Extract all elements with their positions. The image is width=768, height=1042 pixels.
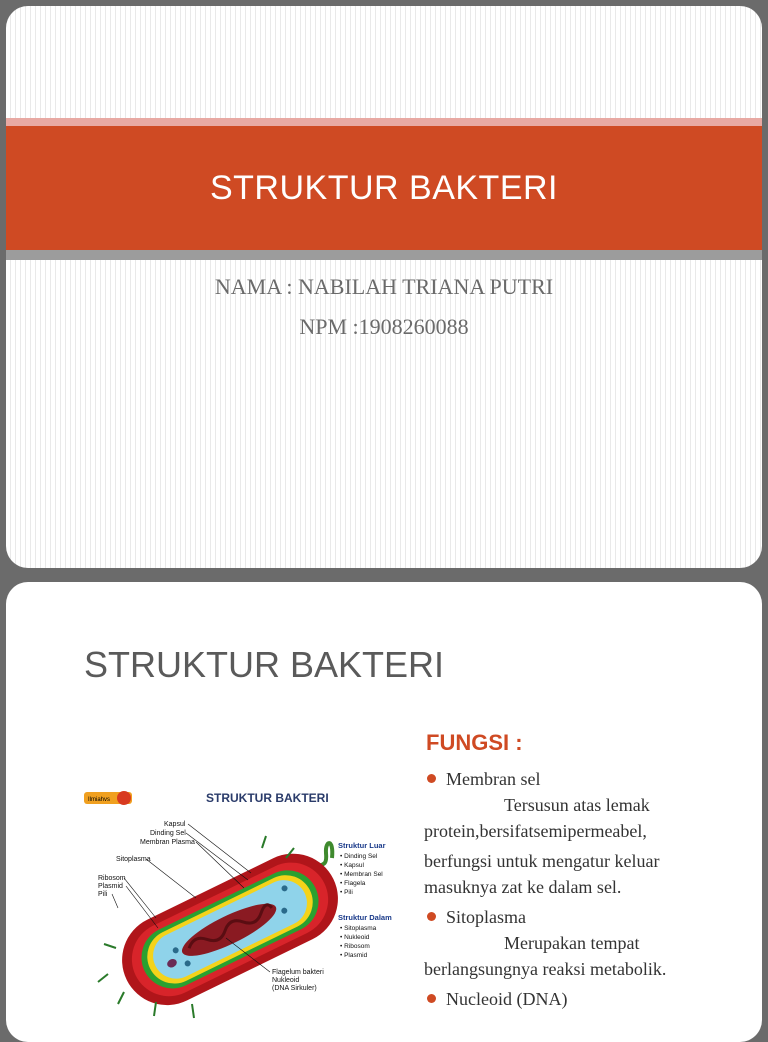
struktur-luar-list xyxy=(340,853,383,896)
logo-text: Ilmiahvs xyxy=(88,797,111,803)
bullet-membran-sel: Membran sel xyxy=(424,766,754,792)
accent-band-light xyxy=(6,118,762,126)
desc-membran-sel xyxy=(424,792,754,900)
desc-line: masuknya zat ke dalam sel. xyxy=(424,877,622,897)
bacteria-cell xyxy=(107,839,353,1021)
label-sitoplasma: Sitoplasma xyxy=(116,856,151,863)
label-pili: Pili xyxy=(98,891,108,898)
slide-title: STRUKTUR BAKTERI xyxy=(209,169,559,207)
accent-band-gray xyxy=(6,250,762,260)
label-dinding-sel: Dinding Sel xyxy=(150,830,186,837)
label-dna-sirkuler: (DNA Sirkuler) xyxy=(272,985,317,992)
luar-item-3: • Flagela xyxy=(340,880,366,887)
struktur-luar-title: Struktur Luar xyxy=(338,841,386,850)
dalam-item-1: • Nukleoid xyxy=(340,934,370,941)
desc-line: berfungsi untuk mengatur keluar xyxy=(424,851,660,871)
fungsi-heading: FUNGSI : xyxy=(426,730,523,755)
label-nukleoid: Nukleoid xyxy=(272,977,300,984)
label-kapsul: Kapsul xyxy=(164,821,186,828)
content-slide xyxy=(6,582,762,1042)
bullet-sitoplasma: Sitoplasma xyxy=(424,904,754,930)
bacteria-diagram xyxy=(76,778,416,1028)
luar-item-4: • Pili xyxy=(340,889,353,896)
dalam-item-3: • Plasmid xyxy=(340,952,368,959)
fungsi-list xyxy=(424,766,754,1012)
logo-badge xyxy=(84,791,132,805)
bacteria-diagram-svg xyxy=(76,778,416,1028)
desc-sitoplasma xyxy=(424,930,754,982)
author-name: NAMA : NABILAH TRIANA PUTRI xyxy=(214,274,554,299)
struktur-dalam-list xyxy=(340,925,377,959)
desc-line: Tersusun atas lemak xyxy=(504,795,650,815)
label-flagelum: Flagelum bakteri xyxy=(272,969,324,976)
desc-line: protein,bersifatsemipermeabel, xyxy=(424,821,647,841)
label-membran-plasma: Membran Plasma xyxy=(140,839,195,846)
bullet-nucleoid: Nucleoid (DNA) xyxy=(424,986,754,1012)
label-ribosom: Ribosom xyxy=(98,875,126,882)
struktur-dalam-title: Struktur Dalam xyxy=(338,913,392,922)
dalam-item-0: • Sitoplasma xyxy=(340,925,377,932)
label-plasmid: Plasmid xyxy=(98,883,123,890)
desc-line: Merupakan tempat xyxy=(504,933,640,953)
author-npm: NPM :1908260088 xyxy=(299,314,469,339)
title-slide xyxy=(6,6,762,568)
desc-line: berlangsungnya reaksi metabolik. xyxy=(424,959,667,979)
dalam-item-2: • Ribosom xyxy=(340,943,370,950)
luar-item-1: • Kapsul xyxy=(340,862,364,869)
luar-item-0: • Dinding Sel xyxy=(340,853,378,860)
diagram-title: STRUKTUR BAKTERI xyxy=(206,791,329,805)
slide-heading: STRUKTUR BAKTERI xyxy=(84,644,445,685)
luar-item-2: • Membran Sel xyxy=(340,871,383,878)
